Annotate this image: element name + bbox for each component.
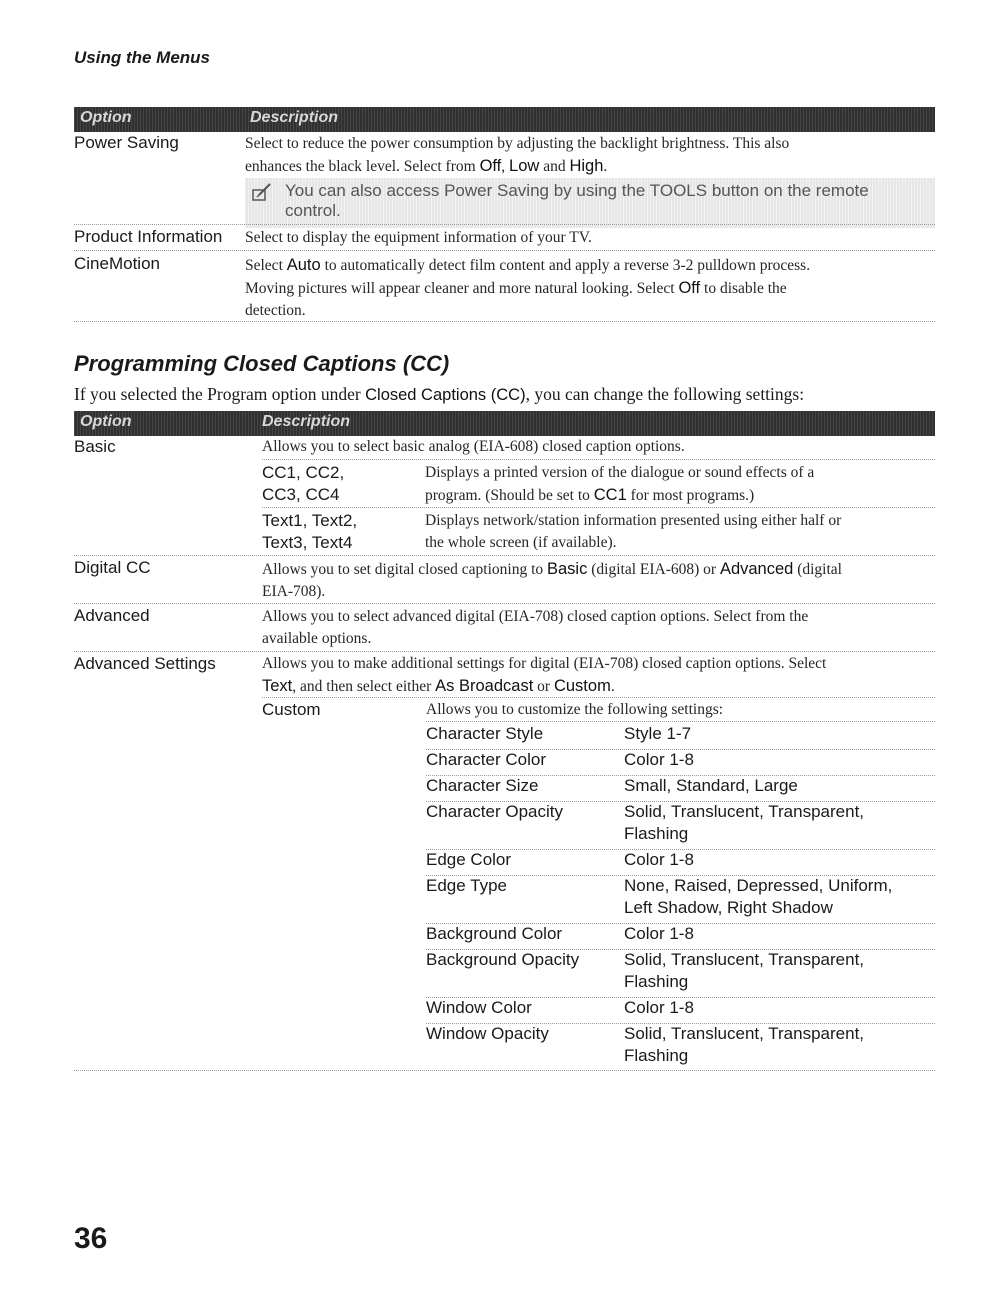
tip-note <box>245 178 935 228</box>
setting-value-line: Left Shadow, Right Shadow <box>624 898 833 917</box>
setting-value-line: Flashing <box>624 824 689 843</box>
desc-line: Select to reduce the power consumption by adjusting the backlight brightness. This also <box>245 135 790 152</box>
row-divider <box>262 507 935 508</box>
row-divider <box>74 555 935 556</box>
desc-line: Moving pictures will appear cleaner and more natural looking. Select Off to disable the <box>245 279 787 297</box>
custom-label: Custom <box>262 700 321 719</box>
option-power-saving: Power Saving <box>74 133 179 152</box>
option-column-header: Option <box>80 109 132 126</box>
basic-sub-desc-cc: Displays a printed version of the dialogue or sound effects of a program. (Should be set to CC1 for most programs.) <box>425 464 815 504</box>
row-divider <box>262 697 935 698</box>
setting-values <box>624 1023 864 1067</box>
basic-sub-option-cc: CC1, CC2, CC3, CC4 <box>262 463 345 504</box>
description-column-header: Description <box>262 413 351 430</box>
setting-value-line: Color 1-8 <box>624 750 694 769</box>
page-number: 36 <box>74 1222 108 1255</box>
setting-name: Window Color <box>426 998 532 1017</box>
cinemotion-description <box>245 254 945 322</box>
setting-name: Edge Color <box>426 850 512 869</box>
row-divider <box>74 250 935 251</box>
row-divider <box>74 651 935 652</box>
row-divider <box>74 224 935 225</box>
row-divider <box>426 721 935 722</box>
setting-name: Character Style <box>426 724 544 743</box>
table-header-bar <box>74 411 935 436</box>
row-divider <box>74 603 935 604</box>
setting-values <box>624 923 694 945</box>
setting-value-line: Color 1-8 <box>624 924 694 943</box>
product-information-description: Select to display the equipment information of your TV. <box>245 229 592 246</box>
option-product-information: Product Information <box>74 227 223 246</box>
option-cinemotion: CineMotion <box>74 254 160 273</box>
table-bottom-rule <box>74 1070 935 1071</box>
setting-values <box>624 849 694 871</box>
desc-line: detection. <box>245 302 306 319</box>
setting-name: Background Opacity <box>426 950 580 969</box>
tip-note-text: You can also access Power Saving by using the TOOLS button on the remote control. <box>285 181 869 220</box>
option-advanced-settings: Advanced Settings <box>74 654 216 673</box>
advanced-description: Allows you to select advanced digital (EIA-708) closed caption options. Select from the available options. <box>262 608 809 647</box>
setting-value-line: Flashing <box>624 1046 689 1065</box>
setting-name: Character Size <box>426 776 539 795</box>
row-divider <box>74 321 935 322</box>
setting-values <box>624 801 864 845</box>
setting-name: Window Opacity <box>426 1024 549 1043</box>
setting-name: Character Color <box>426 750 546 769</box>
setting-values <box>624 949 864 993</box>
setting-value-line: Solid, Translucent, Transparent, <box>624 950 865 969</box>
setting-values <box>624 875 892 919</box>
section-header: Using the Menus <box>74 48 211 67</box>
table-header-bar <box>74 107 935 132</box>
setting-value-line: Solid, Translucent, Transparent, <box>624 1024 865 1043</box>
description-column-header: Description <box>250 109 339 126</box>
setting-values <box>624 997 694 1019</box>
section-title: Programming Closed Captions (CC) <box>74 351 450 376</box>
custom-description: Allows you to customize the following settings: <box>426 701 724 718</box>
option-column-header: Option <box>80 413 132 430</box>
section-intro: If you selected the Program option under Closed Captions (CC), you can change the following settings: <box>74 384 805 404</box>
desc-line: enhances the black level. Select from Off, Low and High. <box>245 157 608 175</box>
setting-value-line: Flashing <box>624 972 689 991</box>
advanced-settings-description: Allows you to make additional settings for digital (EIA-708) closed caption options. Select Text, and then select either As Broadcast or Custom. <box>262 655 827 695</box>
power-saving-description <box>245 133 945 178</box>
option-digital-cc: Digital CC <box>74 558 151 577</box>
setting-name: Background Color <box>426 924 563 943</box>
setting-name: Character Opacity <box>426 802 563 821</box>
row-divider <box>262 459 935 460</box>
setting-values <box>624 775 798 797</box>
option-basic: Basic <box>74 437 116 456</box>
setting-values <box>624 749 694 771</box>
basic-sub-option-text: Text1, Text2, Text3, Text4 <box>262 511 358 552</box>
setting-value-line: Solid, Translucent, Transparent, <box>624 802 865 821</box>
setting-values <box>624 723 691 745</box>
digital-cc-description: Allows you to set digital closed captioning to Basic (digital EIA-608) or Advanced (digital EIA-708). <box>262 560 842 600</box>
basic-description: Allows you to select basic analog (EIA-608) closed caption options. <box>262 438 685 455</box>
setting-value-line: Color 1-8 <box>624 998 694 1017</box>
setting-value-line: Color 1-8 <box>624 850 694 869</box>
setting-value-line: Style 1-7 <box>624 724 692 743</box>
desc-line: Select Auto to automatically detect film content and apply a reverse 3-2 pulldown process. <box>245 256 811 274</box>
setting-value-line: None, Raised, Depressed, Uniform, <box>624 876 893 895</box>
basic-sub-desc-text: Displays network/station information presented using either half or the whole screen (if available). <box>425 512 842 551</box>
pencil-note-icon <box>251 182 273 202</box>
option-advanced: Advanced <box>74 606 150 625</box>
setting-value-line: Small, Standard, Large <box>624 776 798 795</box>
setting-name: Edge Type <box>426 876 507 895</box>
